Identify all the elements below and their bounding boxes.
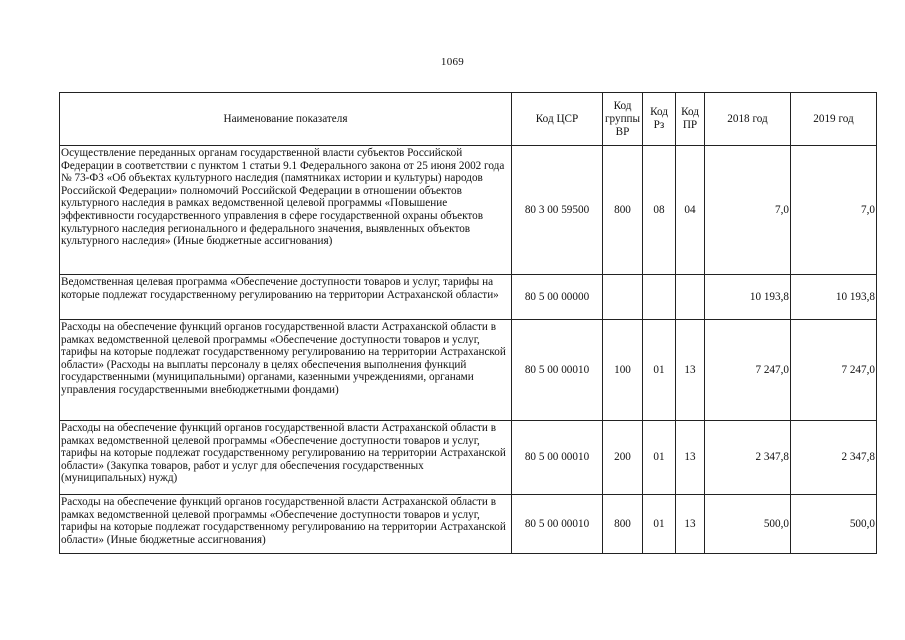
row-name: Расходы на обеспечение функций органов государственной власти Астраханской области в рамках ведомственной целевой программы «Обеспечение доступности товаров и услуг, тарифы на которые подлежат государственному регулированию на территории Астраханской области» (Расходы на выплаты персоналу в целях обеспечения выполнения функций государственными (муниципальными) органами, казенными учреждениями, органами управления государственными внебюджетными фондами): [60, 320, 512, 421]
row-rz: 01: [643, 495, 676, 554]
table-header-row: [60, 93, 877, 146]
row-rz: 01: [643, 421, 676, 495]
row-2018: 7,0: [705, 146, 791, 275]
row-2019: 7 247,0: [791, 320, 877, 421]
row-vr: 200: [603, 421, 643, 495]
row-2018: 10 193,8: [705, 275, 791, 320]
header-name: Наименование показателя: [60, 93, 512, 146]
row-name: Осуществление переданных органам государственной власти субъектов Российской Федерации в соответствии с пунктом 1 статьи 9.1 Федерального закона от 25 июня 2002 года № 73-ФЗ «Об объектах культурного наследия (памятниках истории и культуры) народов Российской Федерации» полномочий Российской Федерации в отношении объектов культурного наследия в рамках ведомственной целевой программы «Повышение эффективности государственного управления в сфере государственной охраны объектов культурного наследия регионального и федерального значения, выявленных объектов культурного наследия» (Иные бюджетные ассигнования): [60, 146, 512, 275]
row-pr: 13: [676, 421, 705, 495]
table-row: [60, 495, 877, 554]
row-rz: [643, 275, 676, 320]
row-csr: 80 5 00 00010: [512, 495, 603, 554]
row-csr: 80 3 00 59500: [512, 146, 603, 275]
row-2018: 7 247,0: [705, 320, 791, 421]
row-pr: 13: [676, 495, 705, 554]
page-number: 1069: [440, 56, 465, 68]
row-2019: 7,0: [791, 146, 877, 275]
row-2019: 2 347,8: [791, 421, 877, 495]
table-row: [60, 146, 877, 275]
row-2018: 2 347,8: [705, 421, 791, 495]
header-vr: Код группы ВР: [603, 93, 643, 146]
row-2019: 500,0: [791, 495, 877, 554]
table-row: [60, 275, 877, 320]
row-name: Расходы на обеспечение функций органов государственной власти Астраханской области в рамках ведомственной целевой программы «Обеспечение доступности товаров и услуг, тарифы на которые подлежат государственному регулированию на территории Астраханской области» (Иные бюджетные ассигнования): [60, 495, 512, 554]
header-pr: Код ПР: [676, 93, 705, 146]
table-row: [60, 320, 877, 421]
row-vr: [603, 275, 643, 320]
row-vr: 800: [603, 495, 643, 554]
header-2018: 2018 год: [705, 93, 791, 146]
row-name: Ведомственная целевая программа «Обеспечение доступности товаров и услуг, тарифы на которые подлежат государственному регулированию на территории Астраханской области»: [60, 275, 512, 320]
row-name: Расходы на обеспечение функций органов государственной власти Астраханской области в рамках ведомственной целевой программы «Обеспечение доступности товаров и услуг, тарифы на которые подлежат государственному регулированию на территории Астраханской области» (Закупка товаров, работ и услуг для обеспечения государственных (муниципальных) нужд): [60, 421, 512, 495]
header-csr: Код ЦСР: [512, 93, 603, 146]
header-2019: 2019 год: [791, 93, 877, 146]
table-row: [60, 421, 877, 495]
row-vr: 800: [603, 146, 643, 275]
row-vr: 100: [603, 320, 643, 421]
row-rz: 08: [643, 146, 676, 275]
row-2019: 10 193,8: [791, 275, 877, 320]
budget-table: [59, 92, 877, 554]
header-rz: Код Рз: [643, 93, 676, 146]
row-2018: 500,0: [705, 495, 791, 554]
row-pr: 04: [676, 146, 705, 275]
row-rz: 01: [643, 320, 676, 421]
row-csr: 80 5 00 00010: [512, 320, 603, 421]
row-pr: [676, 275, 705, 320]
row-csr: 80 5 00 00000: [512, 275, 603, 320]
row-csr: 80 5 00 00010: [512, 421, 603, 495]
row-pr: 13: [676, 320, 705, 421]
